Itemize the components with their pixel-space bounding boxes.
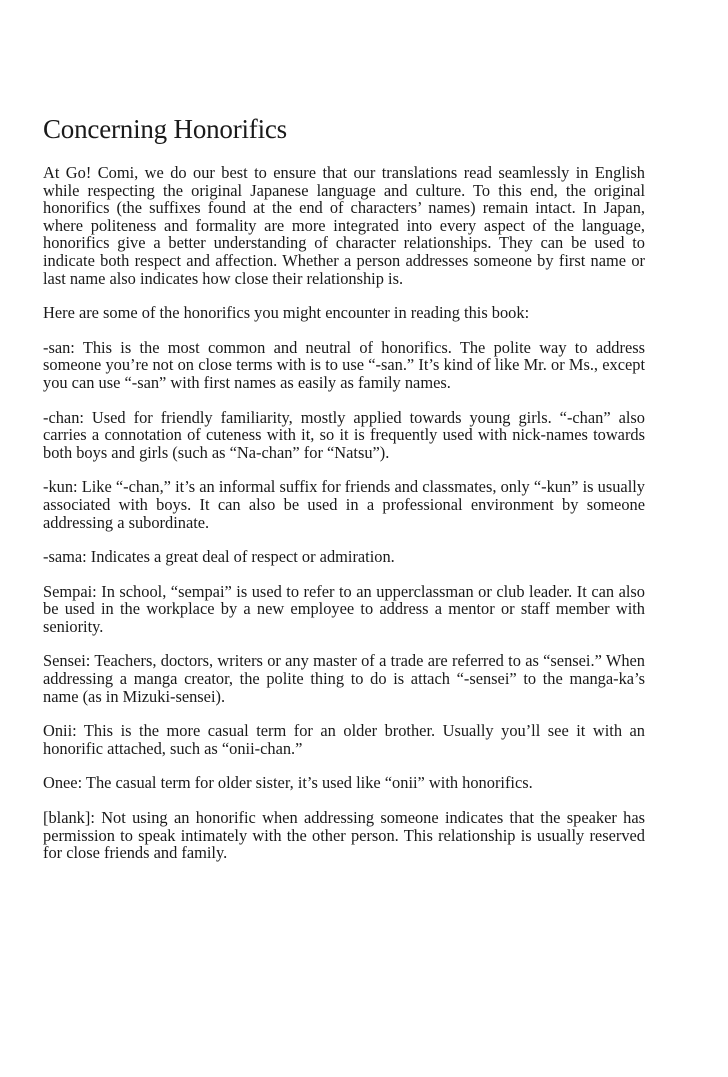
honorific-onii-entry: Onii: This is the more casual term for an older brother. Usually you’ll see it with an honorific attached, such as “onii-chan.” [43,721,645,758]
honorific-blank-entry: [blank]: Not using an honorific when addressing someone indicates that the speaker has permission to speak intimately with the other person. This relationship is usually reserved for close friends and family. [43,808,645,863]
honorific-onee-entry: Onee: The casual term for older sister, it’s used like “onii” with honorifics. [43,773,533,793]
honorifics-page [43,112,645,862]
intro-paragraph: At Go! Comi, we do our best to ensure that our translations read seamlessly in English while respecting the original Japanese language and culture. To this end, the original honorifics (the suffixes found at the end of characters’ names) remain intact. In Japan, where politeness and formality are more integrated into every aspect of the language, honorifics give a better understanding of character relationships. They can be used to indicate both respect and affection. Whether a person addresses someone by first name or last name also indicates how close their relationship is. [43,163,645,288]
honorific-san-entry: -san: This is the most common and neutral of honorifics. The polite way to address someone you’re not on close terms with is to use “-san.” It’s kind of like Mr. or Ms., except you can use “-san” with first names as easily as family names. [43,337,645,392]
page-title: Concerning Honorifics [43,114,287,144]
honorific-kun-entry: -kun: Like “-chan,” it’s an informal suffix for friends and classmates, only “-kun” is usually associated with boys. It can also be used in a professional environment by someone addressing a subordinate. [43,477,645,532]
honorific-sama-entry: -sama: Indicates a great deal of respect or admiration. [43,547,395,567]
honorific-chan-entry: -chan: Used for friendly familiarity, mostly applied towards young girls. “-chan” also carries a connotation of cuteness with it, so it is frequently used with nick-names towards both boys and girls (such as “Na-chan” for “Natsu”). [43,407,645,462]
honorific-sempai-entry: Sempai: In school, “sempai” is used to refer to an upperclassman or club leader. It can also be used in the workplace by a new employee to address a mentor or staff member with seniority. [43,581,645,636]
honorific-sensei-entry: Sensei: Teachers, doctors, writers or any master of a trade are referred to as “sensei.” When addressing a manga creator, the polite thing to do is attach “-sensei” to the manga-ka’s name (as in Mizuki-sensei). [43,651,645,706]
list-intro-paragraph: Here are some of the honorifics you might encounter in reading this book: [43,303,530,323]
